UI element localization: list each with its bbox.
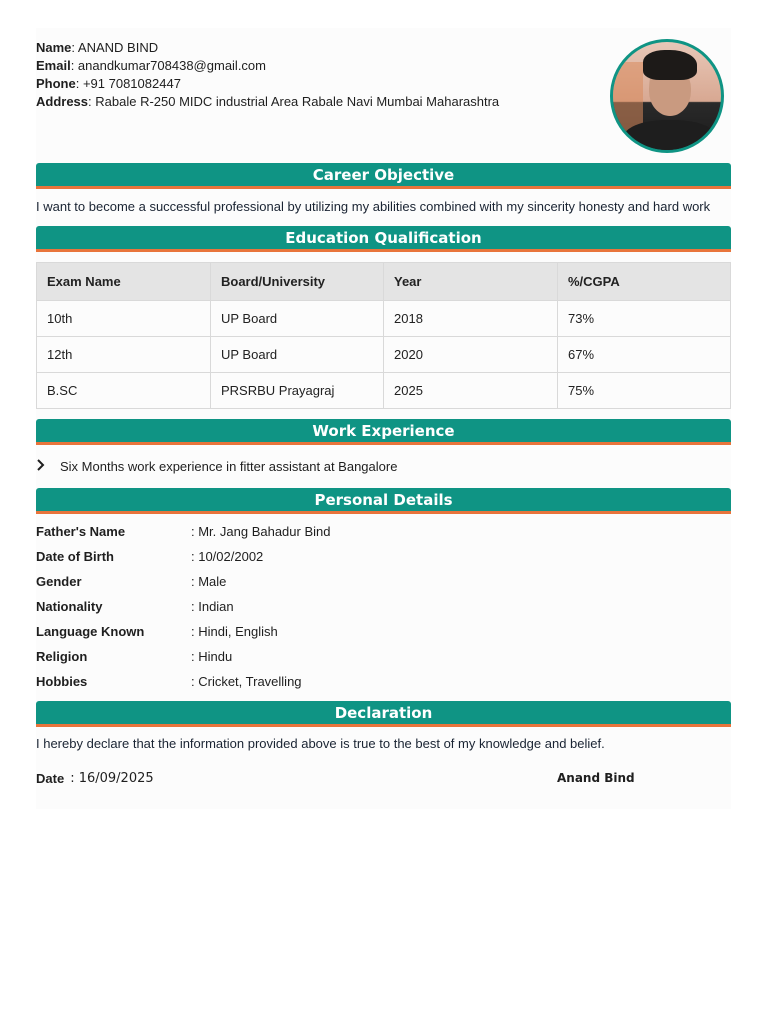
name-label: Name — [36, 40, 72, 55]
phone-label: Phone — [36, 76, 76, 91]
email-value: : anandkumar708438@gmail.com — [70, 58, 266, 73]
personal-value: : Indian — [191, 599, 234, 614]
phone-value: : +91 7081082447 — [75, 76, 181, 91]
personal-value: : Hindi, English — [191, 624, 278, 639]
table-cell: 2020 — [384, 337, 558, 373]
declaration-text: I hereby declare that the information provided above is true to the best of my knowledge and belief. — [36, 736, 605, 751]
resume-page — [36, 28, 731, 809]
table-cell: 10th — [37, 301, 211, 337]
career-objective-text: I want to become a successful professional by utilizing my abilities combined with my sincerity honesty and hard work — [36, 199, 711, 214]
personal-value: : Mr. Jang Bahadur Bind — [191, 524, 331, 539]
table-row — [37, 373, 731, 409]
table-row — [37, 337, 731, 373]
personal-key: Date of Birth — [36, 549, 114, 564]
column-header-exam: Exam Name — [37, 263, 211, 301]
personal-value: : Male — [191, 574, 227, 589]
address-value: : Rabale R-250 MIDC industrial Area Rabale Navi Mumbai Maharashtra — [88, 94, 500, 109]
profile-photo — [610, 39, 724, 153]
personal-value: : 10/02/2002 — [191, 549, 264, 564]
section-header-declaration: Declaration — [36, 701, 731, 727]
personal-key: Father's Name — [36, 524, 126, 539]
table-cell: 75% — [558, 373, 731, 409]
address-label: Address — [36, 94, 89, 109]
column-header-board: Board/University — [211, 263, 384, 301]
table-cell: UP Board — [211, 337, 384, 373]
personal-value: : Cricket, Travelling — [191, 674, 302, 689]
list-item — [36, 458, 731, 474]
column-header-year: Year — [384, 263, 558, 301]
table-cell: 2018 — [384, 301, 558, 337]
section-header-education: Education Qualification — [36, 226, 731, 252]
personal-key: Language Known — [36, 624, 145, 639]
resume-header — [36, 28, 731, 158]
work-item-text: Six Months work experience in fitter assistant at Bangalore — [60, 458, 398, 474]
personal-row — [36, 669, 731, 694]
signature: Anand Bind — [557, 771, 635, 785]
personal-value: : Hindu — [191, 649, 233, 664]
personal-row — [36, 569, 731, 594]
table-cell: 2025 — [384, 373, 558, 409]
column-header-score: %/CGPA — [558, 263, 731, 301]
personal-key: Gender — [36, 574, 82, 589]
personal-details-list — [36, 519, 731, 694]
personal-key: Religion — [36, 649, 88, 664]
table-cell: PRSRBU Prayagraj — [211, 373, 384, 409]
personal-row — [36, 544, 731, 569]
table-cell: 12th — [37, 337, 211, 373]
personal-key: Hobbies — [36, 674, 88, 689]
personal-row — [36, 644, 731, 669]
section-header-career: Career Objective — [36, 163, 731, 189]
email-label: Email — [36, 58, 71, 73]
name-value: : ANAND BIND — [71, 40, 159, 55]
date-label: Date — [36, 771, 65, 786]
declaration-footer — [36, 771, 731, 809]
table-cell: UP Board — [211, 301, 384, 337]
personal-row — [36, 619, 731, 644]
personal-row — [36, 519, 731, 544]
table-header-row — [37, 263, 731, 301]
personal-key: Nationality — [36, 599, 103, 614]
table-cell: B.SC — [37, 373, 211, 409]
section-header-personal: Personal Details — [36, 488, 731, 514]
date-value: : 16/09/2025 — [70, 771, 154, 786]
table-row — [37, 301, 731, 337]
table-cell: 73% — [558, 301, 731, 337]
table-cell: 67% — [558, 337, 731, 373]
personal-row — [36, 594, 731, 619]
section-header-work: Work Experience — [36, 419, 731, 445]
chevron-right-icon — [36, 458, 60, 474]
education-table — [36, 262, 731, 409]
